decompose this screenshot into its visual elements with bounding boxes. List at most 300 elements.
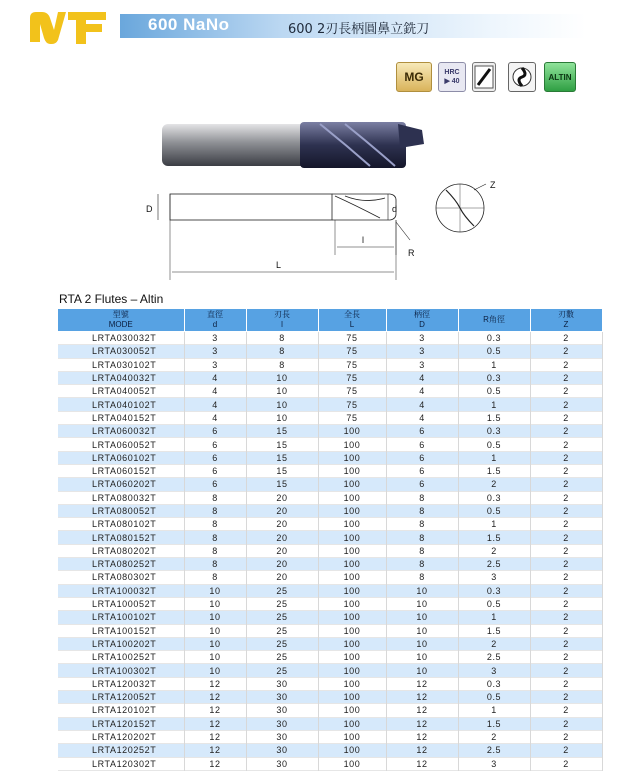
- table-cell: LRTA030102T: [58, 358, 184, 371]
- table-cell: 12: [184, 704, 246, 717]
- table-cell: 100: [318, 504, 386, 517]
- column-header-zh: 柄徑: [414, 310, 430, 319]
- table-cell: LRTA030032T: [58, 332, 184, 345]
- table-cell: 2: [458, 730, 530, 743]
- table-cell: 4: [386, 385, 458, 398]
- label-l: l: [362, 235, 364, 245]
- table-cell: 10: [246, 398, 318, 411]
- table-cell: 75: [318, 332, 386, 345]
- table-row: [58, 464, 602, 477]
- table-cell: 8: [184, 491, 246, 504]
- table-cell: 10: [184, 584, 246, 597]
- table-cell: 2: [458, 478, 530, 491]
- table-row: [58, 611, 602, 624]
- page-header: [0, 0, 628, 52]
- table-cell: 8: [184, 518, 246, 531]
- table-cell: 30: [246, 691, 318, 704]
- table-cell: 3: [386, 358, 458, 371]
- column-header-zh: 全長: [344, 310, 360, 319]
- table-cell: 8: [386, 558, 458, 571]
- table-row: [58, 691, 602, 704]
- table-cell: 25: [246, 637, 318, 650]
- table-row: [58, 558, 602, 571]
- table-cell: LRTA120102T: [58, 704, 184, 717]
- table-cell: 20: [246, 544, 318, 557]
- table-cell: LRTA060102T: [58, 451, 184, 464]
- column-header: [318, 309, 386, 332]
- column-header: [246, 309, 318, 332]
- table-cell: 4: [184, 385, 246, 398]
- table-cell: 2: [530, 704, 602, 717]
- label-L: L: [276, 260, 282, 270]
- table-cell: LRTA120302T: [58, 757, 184, 770]
- table-cell: 12: [386, 677, 458, 690]
- table-cell: 2: [530, 518, 602, 531]
- table-cell: 100: [318, 478, 386, 491]
- table-cell: 4: [184, 411, 246, 424]
- table-cell: 15: [246, 425, 318, 438]
- label-Z: Z: [490, 180, 496, 190]
- table-cell: 10: [184, 664, 246, 677]
- table-cell: 1: [458, 358, 530, 371]
- table-cell: LRTA100202T: [58, 637, 184, 650]
- table-cell: 100: [318, 637, 386, 650]
- table-cell: 2: [530, 677, 602, 690]
- label-D: D: [146, 204, 153, 214]
- column-header-zh: R角徑: [483, 315, 505, 324]
- table-cell: 75: [318, 411, 386, 424]
- table-cell: LRTA100052T: [58, 597, 184, 610]
- table-cell: 2: [530, 491, 602, 504]
- table-cell: 100: [318, 464, 386, 477]
- column-header-en: l: [281, 320, 283, 329]
- table-cell: 2: [530, 504, 602, 517]
- table-cell: 3: [458, 757, 530, 770]
- table-cell: 100: [318, 491, 386, 504]
- table-cell: 25: [246, 651, 318, 664]
- table-cell: 1.5: [458, 531, 530, 544]
- table-cell: 12: [386, 730, 458, 743]
- table-cell: 20: [246, 558, 318, 571]
- table-row: [58, 544, 602, 557]
- table-cell: 6: [184, 464, 246, 477]
- table-cell: 100: [318, 611, 386, 624]
- table-cell: 20: [246, 518, 318, 531]
- table-cell: 8: [386, 544, 458, 557]
- table-cell: 4: [184, 398, 246, 411]
- table-cell: 100: [318, 597, 386, 610]
- altin-badge: ALTIN: [544, 62, 576, 92]
- table-cell: LRTA040032T: [58, 371, 184, 384]
- table-cell: 10: [386, 584, 458, 597]
- table-cell: 2: [530, 558, 602, 571]
- table-cell: 10: [386, 637, 458, 650]
- table-cell: 12: [386, 704, 458, 717]
- table-cell: 1.5: [458, 624, 530, 637]
- table-cell: 2: [530, 637, 602, 650]
- table-cell: 25: [246, 584, 318, 597]
- table-cell: 12: [184, 677, 246, 690]
- table-cell: LRTA080032T: [58, 491, 184, 504]
- table-cell: 100: [318, 584, 386, 597]
- table-cell: 75: [318, 398, 386, 411]
- table-cell: 12: [386, 691, 458, 704]
- table-cell: 100: [318, 425, 386, 438]
- table-cell: 1: [458, 611, 530, 624]
- table-cell: 8: [246, 345, 318, 358]
- column-header: [458, 309, 530, 332]
- label-R: R: [408, 248, 415, 258]
- table-cell: LRTA060032T: [58, 425, 184, 438]
- table-cell: 2: [530, 358, 602, 371]
- table-cell: 15: [246, 478, 318, 491]
- table-cell: 30: [246, 730, 318, 743]
- table-cell: 8: [184, 531, 246, 544]
- column-header: [386, 309, 458, 332]
- table-cell: 2: [530, 571, 602, 584]
- table-cell: LRTA060152T: [58, 464, 184, 477]
- table-cell: LRTA080102T: [58, 518, 184, 531]
- table-cell: 0.5: [458, 438, 530, 451]
- table-cell: LRTA040052T: [58, 385, 184, 398]
- table-cell: 2: [530, 757, 602, 770]
- table-cell: LRTA060052T: [58, 438, 184, 451]
- table-cell: 3: [458, 571, 530, 584]
- table-row: [58, 677, 602, 690]
- column-header-zh: 型號: [112, 310, 129, 319]
- table-cell: 2: [458, 544, 530, 557]
- column-header-en: D: [419, 320, 425, 329]
- table-cell: 75: [318, 358, 386, 371]
- table-cell: 8: [184, 558, 246, 571]
- table-cell: 75: [318, 385, 386, 398]
- table-cell: LRTA100152T: [58, 624, 184, 637]
- table-cell: 2: [458, 637, 530, 650]
- table-row: [58, 425, 602, 438]
- table-cell: 12: [386, 757, 458, 770]
- table-cell: 12: [184, 691, 246, 704]
- table-cell: 8: [184, 571, 246, 584]
- tool-photo: [162, 122, 424, 168]
- table-cell: 100: [318, 691, 386, 704]
- column-header-zh: 刃數: [558, 310, 574, 319]
- table-cell: 100: [318, 518, 386, 531]
- table-cell: 3: [184, 358, 246, 371]
- table-cell: 12: [184, 757, 246, 770]
- table-cell: 0.5: [458, 597, 530, 610]
- table-row: [58, 584, 602, 597]
- table-cell: LRTA120052T: [58, 691, 184, 704]
- table-cell: 100: [318, 730, 386, 743]
- table-cell: 100: [318, 438, 386, 451]
- table-cell: LRTA120152T: [58, 717, 184, 730]
- table-cell: 10: [386, 651, 458, 664]
- table-cell: 2: [530, 597, 602, 610]
- table-cell: 100: [318, 717, 386, 730]
- table-cell: 15: [246, 438, 318, 451]
- table-row: [58, 398, 602, 411]
- table-cell: 100: [318, 677, 386, 690]
- table-cell: 10: [386, 664, 458, 677]
- table-cell: 10: [246, 371, 318, 384]
- table-cell: LRTA080152T: [58, 531, 184, 544]
- table-cell: 30: [246, 757, 318, 770]
- table-cell: 2: [530, 531, 602, 544]
- table-row: [58, 597, 602, 610]
- table-cell: 2: [530, 411, 602, 424]
- table-cell: 10: [184, 624, 246, 637]
- table-cell: 8: [386, 518, 458, 531]
- table-row: [58, 744, 602, 757]
- table-cell: 4: [386, 411, 458, 424]
- spec-table: [58, 309, 603, 771]
- table-cell: 8: [386, 504, 458, 517]
- table-cell: 2: [530, 464, 602, 477]
- table-cell: 2: [530, 371, 602, 384]
- table-cell: 3: [184, 332, 246, 345]
- table-cell: 0.5: [458, 504, 530, 517]
- table-cell: 100: [318, 664, 386, 677]
- table-cell: 75: [318, 371, 386, 384]
- table-cell: 100: [318, 558, 386, 571]
- table-cell: 2: [530, 544, 602, 557]
- table-row: [58, 371, 602, 384]
- table-cell: 6: [386, 451, 458, 464]
- table-row: [58, 624, 602, 637]
- helix-angle-icon: [472, 62, 496, 92]
- table-row: [58, 571, 602, 584]
- table-cell: 12: [386, 717, 458, 730]
- table-cell: LRTA030052T: [58, 345, 184, 358]
- table-cell: 6: [386, 478, 458, 491]
- table-cell: 6: [184, 438, 246, 451]
- table-cell: 100: [318, 451, 386, 464]
- table-cell: 2.5: [458, 558, 530, 571]
- table-cell: 6: [184, 451, 246, 464]
- table-row: [58, 451, 602, 464]
- table-cell: LRTA120202T: [58, 730, 184, 743]
- table-cell: 25: [246, 664, 318, 677]
- table-cell: LRTA080302T: [58, 571, 184, 584]
- table-header-row: [58, 309, 602, 332]
- table-cell: 6: [184, 425, 246, 438]
- table-cell: 10: [246, 411, 318, 424]
- table-cell: 12: [184, 744, 246, 757]
- table-row: [58, 757, 602, 770]
- column-header-en: L: [349, 320, 355, 329]
- table-cell: 30: [246, 744, 318, 757]
- table-cell: 10: [184, 597, 246, 610]
- table-cell: 8: [184, 544, 246, 557]
- table-cell: LRTA060202T: [58, 478, 184, 491]
- table-cell: LRTA100252T: [58, 651, 184, 664]
- table-cell: 8: [386, 491, 458, 504]
- table-row: [58, 730, 602, 743]
- table-cell: 0.5: [458, 345, 530, 358]
- table-row: [58, 411, 602, 424]
- table-cell: LRTA100302T: [58, 664, 184, 677]
- table-row: [58, 518, 602, 531]
- table-cell: 2: [530, 451, 602, 464]
- table-row: [58, 531, 602, 544]
- table-cell: 10: [184, 651, 246, 664]
- table-cell: 4: [184, 371, 246, 384]
- table-cell: 20: [246, 571, 318, 584]
- table-cell: 6: [386, 464, 458, 477]
- table-row: [58, 332, 602, 345]
- series-name: 600 NaNo: [148, 15, 230, 34]
- table-cell: 0.3: [458, 371, 530, 384]
- hrc-badge: [438, 62, 466, 92]
- table-cell: LRTA040102T: [58, 398, 184, 411]
- table-cell: 3: [386, 332, 458, 345]
- table-cell: 100: [318, 704, 386, 717]
- table-cell: 100: [318, 544, 386, 557]
- table-cell: 2: [530, 478, 602, 491]
- table-cell: 1: [458, 518, 530, 531]
- brand-logo: [28, 6, 108, 46]
- column-header-zh: 直徑: [207, 310, 223, 319]
- column-header-en: Z: [563, 320, 569, 329]
- product-subtitle: 600 2刃長柄圓鼻立銑刀: [288, 22, 430, 37]
- column-header-en: d: [212, 320, 218, 329]
- table-row: [58, 651, 602, 664]
- table-cell: 25: [246, 597, 318, 610]
- table-cell: 12: [184, 717, 246, 730]
- table-cell: 2: [530, 438, 602, 451]
- table-cell: 20: [246, 491, 318, 504]
- table-cell: 8: [246, 358, 318, 371]
- table-cell: 20: [246, 504, 318, 517]
- table-cell: 100: [318, 531, 386, 544]
- table-cell: 8: [386, 571, 458, 584]
- table-cell: 0.3: [458, 491, 530, 504]
- table-cell: 2: [530, 345, 602, 358]
- table-cell: 4: [386, 371, 458, 384]
- table-cell: 2: [530, 664, 602, 677]
- table-cell: 2: [530, 691, 602, 704]
- table-cell: 25: [246, 624, 318, 637]
- table-cell: 30: [246, 717, 318, 730]
- table-cell: 30: [246, 677, 318, 690]
- table-cell: LRTA120032T: [58, 677, 184, 690]
- table-cell: 6: [386, 438, 458, 451]
- tool-drawing: [140, 100, 520, 280]
- table-cell: 1: [458, 451, 530, 464]
- table-cell: 2: [530, 744, 602, 757]
- table-row: [58, 704, 602, 717]
- table-cell: 75: [318, 345, 386, 358]
- table-cell: 100: [318, 624, 386, 637]
- table-row: [58, 637, 602, 650]
- table-cell: 10: [386, 597, 458, 610]
- table-cell: 15: [246, 451, 318, 464]
- table-cell: 8: [246, 332, 318, 345]
- table-cell: 0.3: [458, 425, 530, 438]
- column-header-en: MODE: [108, 320, 133, 329]
- table-cell: 2.5: [458, 651, 530, 664]
- table-row: [58, 478, 602, 491]
- table-cell: 8: [386, 531, 458, 544]
- table-caption: RTA 2 Flutes – Altin: [59, 292, 164, 306]
- table-cell: 12: [184, 730, 246, 743]
- table-row: [58, 385, 602, 398]
- column-header: [530, 309, 602, 332]
- table-cell: 1.5: [458, 411, 530, 424]
- table-cell: 20: [246, 531, 318, 544]
- table-cell: 10: [246, 385, 318, 398]
- table-cell: 2: [530, 425, 602, 438]
- table-cell: 1: [458, 704, 530, 717]
- column-header: [58, 309, 184, 332]
- table-cell: LRTA080252T: [58, 558, 184, 571]
- mg-badge: MG: [396, 62, 432, 92]
- table-cell: 25: [246, 611, 318, 624]
- table-cell: 1: [458, 398, 530, 411]
- column-header: [184, 309, 246, 332]
- table-cell: 2: [530, 611, 602, 624]
- table-cell: 10: [184, 611, 246, 624]
- table-cell: 1.5: [458, 464, 530, 477]
- table-cell: 3: [458, 664, 530, 677]
- table-cell: 8: [184, 504, 246, 517]
- table-cell: 10: [184, 637, 246, 650]
- table-cell: LRTA040152T: [58, 411, 184, 424]
- table-row: [58, 358, 602, 371]
- table-cell: 6: [184, 478, 246, 491]
- table-cell: 2: [530, 398, 602, 411]
- table-cell: 0.3: [458, 677, 530, 690]
- table-cell: 30: [246, 704, 318, 717]
- table-cell: 100: [318, 757, 386, 770]
- table-cell: LRTA120252T: [58, 744, 184, 757]
- table-cell: 0.3: [458, 584, 530, 597]
- table-row: [58, 664, 602, 677]
- table-body: [58, 332, 602, 771]
- hrc-label: HRC: [444, 69, 460, 76]
- table-cell: 2: [530, 385, 602, 398]
- table-cell: 0.3: [458, 332, 530, 345]
- table-cell: 10: [386, 611, 458, 624]
- table-cell: 10: [386, 624, 458, 637]
- table-cell: 2: [530, 651, 602, 664]
- table-cell: 0.5: [458, 691, 530, 704]
- table-cell: 2: [530, 332, 602, 345]
- table-cell: LRTA100032T: [58, 584, 184, 597]
- table-cell: 2: [530, 584, 602, 597]
- table-cell: 100: [318, 571, 386, 584]
- table-cell: 4: [386, 398, 458, 411]
- table-cell: 12: [386, 744, 458, 757]
- table-cell: 3: [386, 345, 458, 358]
- table-cell: 15: [246, 464, 318, 477]
- label-d: d: [392, 204, 398, 214]
- table-cell: 1.5: [458, 717, 530, 730]
- table-row: [58, 345, 602, 358]
- table-cell: 0.5: [458, 385, 530, 398]
- two-flute-icon: [508, 62, 536, 92]
- column-header-zh: 刃長: [274, 310, 290, 319]
- table-row: [58, 491, 602, 504]
- table-row: [58, 438, 602, 451]
- table-cell: 3: [184, 345, 246, 358]
- table-cell: 100: [318, 651, 386, 664]
- tool-schematic: [158, 184, 486, 280]
- table-cell: 100: [318, 744, 386, 757]
- table-row: [58, 717, 602, 730]
- table-cell: 2: [530, 730, 602, 743]
- table-cell: LRTA100102T: [58, 611, 184, 624]
